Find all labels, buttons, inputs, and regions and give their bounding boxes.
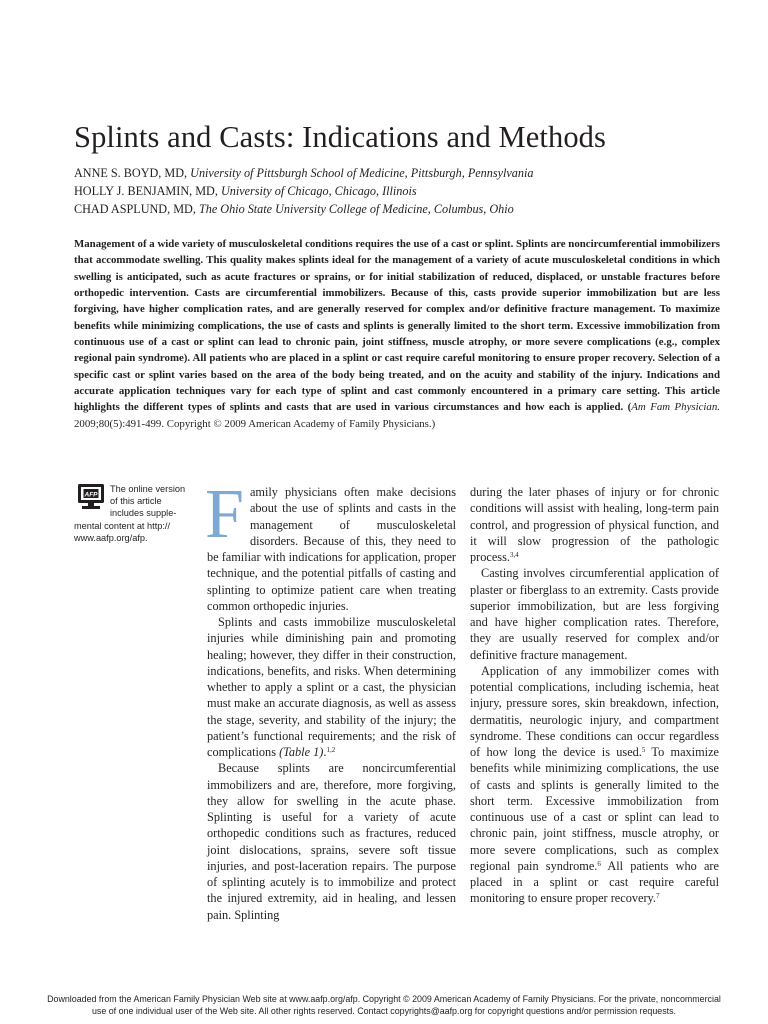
drop-cap: F	[205, 476, 244, 553]
author-name: HOLLY J. BENJAMIN, MD,	[74, 184, 218, 198]
author-list	[74, 164, 754, 218]
author-name: CHAD ASPLUND, MD,	[74, 202, 196, 216]
citation-ref: 6	[597, 859, 601, 868]
afp-logo-text: AFP	[84, 491, 98, 499]
citation-ref: 3,4	[509, 551, 519, 559]
citation-ref: 5	[641, 746, 646, 754]
paragraph-2: Splints and casts immobilize musculoskeletal injuries while diminishing pain and promoting healing; however, they differ in their construction, indications, benefits, and risks. When determining whether to apply a splint or a cast, the physician must make an accurate diagnosis, as well as assess the stage, severity, and stability of the injury; the patient’s functional requirements; and the risk of complications (Table 1).$^{1,2}$	[207, 615, 456, 759]
paragraph-3: Because splints are noncircumferential immobilizers and are, therefore, more forgiving, they allow for swelling in the acute phase. Splinting is useful for a variety of acute orthopedic conditions such as fractures, reduced joint dislocations, sprains, severe soft tissue injuries, and post-laceration repairs. The purpose of splinting acutely is to immobilize and protect the injured extremity, aid in healing, and lessen pain. Splinting	[207, 761, 456, 922]
table-reference: (Table 1)	[279, 745, 324, 759]
abstract-citation: 2009;80(5):491-499. Copyright © 2009 American Academy of Family Physicians.)	[74, 417, 436, 430]
footer-line-1: Downloaded from the American Family Physician Web site at www.aafp.org/afp. Copyright © 2009 American Academy of Family Physicians. For the private, noncommercial	[47, 994, 721, 1004]
body-column-1	[205, 476, 456, 923]
paragraph-5: Application of any immobilizer comes with potential complications, including ischemia, heat injury, pressure sores, skin breakdown, infection, dermatitis, neurologic injury, and compartment syndrome. These conditions can occur regardless of how long the device is used.$^5$ To maximize benefits while minimizing complications, the use of casts and splints is generally limited to the short term. Excessive immobilization from continuous use of a cast or splint can lead to chronic pain, joint stiffness, muscle atrophy, or more severe complications, such as complex regional pain syndrome.$^6$ All patients who are placed in a splint or cast require careful monitoring to ensure proper recovery.$^7$	[470, 663, 719, 906]
paragraph-4: Casting involves circumferential application of plaster or fiberglass to an extremity. Casts provide superior immobilization, but are less forgiving and have higher complication rates. Therefore, they are usually reserved for complex and/or definitive fracture management.	[470, 566, 719, 662]
article-title: Splints and Casts: Indications and Methods	[74, 120, 606, 154]
author-affiliation: University of Pittsburgh School of Medicine, Pittsburgh, Pennsylvania	[190, 166, 534, 180]
author-2	[74, 182, 754, 200]
author-1	[74, 164, 754, 182]
abstract	[74, 236, 720, 432]
author-affiliation: The Ohio State University College of Medicine, Columbus, Ohio	[198, 202, 514, 216]
author-3	[74, 200, 754, 218]
online-note-text: The online version of this article includes supple- mental content at http:// www.aafp.org/afp.	[74, 484, 186, 543]
abstract-journal: Am Fam Physician.	[631, 401, 720, 414]
citation-ref: 1,2	[326, 746, 336, 754]
author-name: ANNE S. BOYD, MD,	[74, 166, 188, 180]
author-affiliation: University of Chicago, Chicago, Illinois	[220, 184, 417, 198]
body-column-2	[470, 484, 719, 907]
footer-line-2: use of one individual user of the Web site. All other rights reserved. Contact copyrights@aafp.org for copyright questions and/or permission requests.	[91, 1006, 677, 1016]
citation-ref: 7	[655, 892, 660, 901]
download-footer	[20, 993, 748, 1017]
paragraph-1: Family physicians often make decisions about the use of splints and casts in the management of musculoskeletal disorders. Because of this, they need to be familiar with indications for application, proper technique, and the potential pitfalls of casting and splinting to optimize patient care when treating common orthopedic injuries.	[205, 476, 456, 613]
paragraph-3-continued: during the later phases of injury or for chronic conditions will assist with healing, long-term pain control, and progression of physical function, and it will slow progression of the pathologic process.$^{3,4}$	[470, 485, 719, 564]
abstract-body: Management of a wide variety of musculoskeletal conditions requires the use of a cast or splint. Splints are noncircumferential immobilizers that accommodate swelling. This quality makes splints ideal for the management of a variety of acute musculoskeletal conditions in which swelling is anticipated, such as acute fractures or sprains, or for initial stabilization of reduced, displaced, or unstable fractures before orthopedic intervention. Casts are circumferential immobilizers. Because of this, casts provide superior immobilization but are less forgiving, have higher complication rates, and are generally reserved for complex and/or definitive fracture management. To maximize benefits while minimizing complications, the use of casts and splints is generally limited to the short term. Excessive immobilization from continuous use of a cast or splint can lead to chronic pain, joint stiffness, muscle atrophy, or more severe complications (e.g., complex regional pain syndrome). All patients who are placed in a splint or cast require careful monitoring to ensure proper recovery. Selection of a specific cast or splint varies based on the area of the body being treated, and on the acuity and stability of the injury. Indications and accurate application techniques vary for each type of splint and cast commonly encountered in a primary care setting. This article highlights the different types of splints and casts that are used in various circumstances and how each is applied. (	[74, 238, 720, 414]
